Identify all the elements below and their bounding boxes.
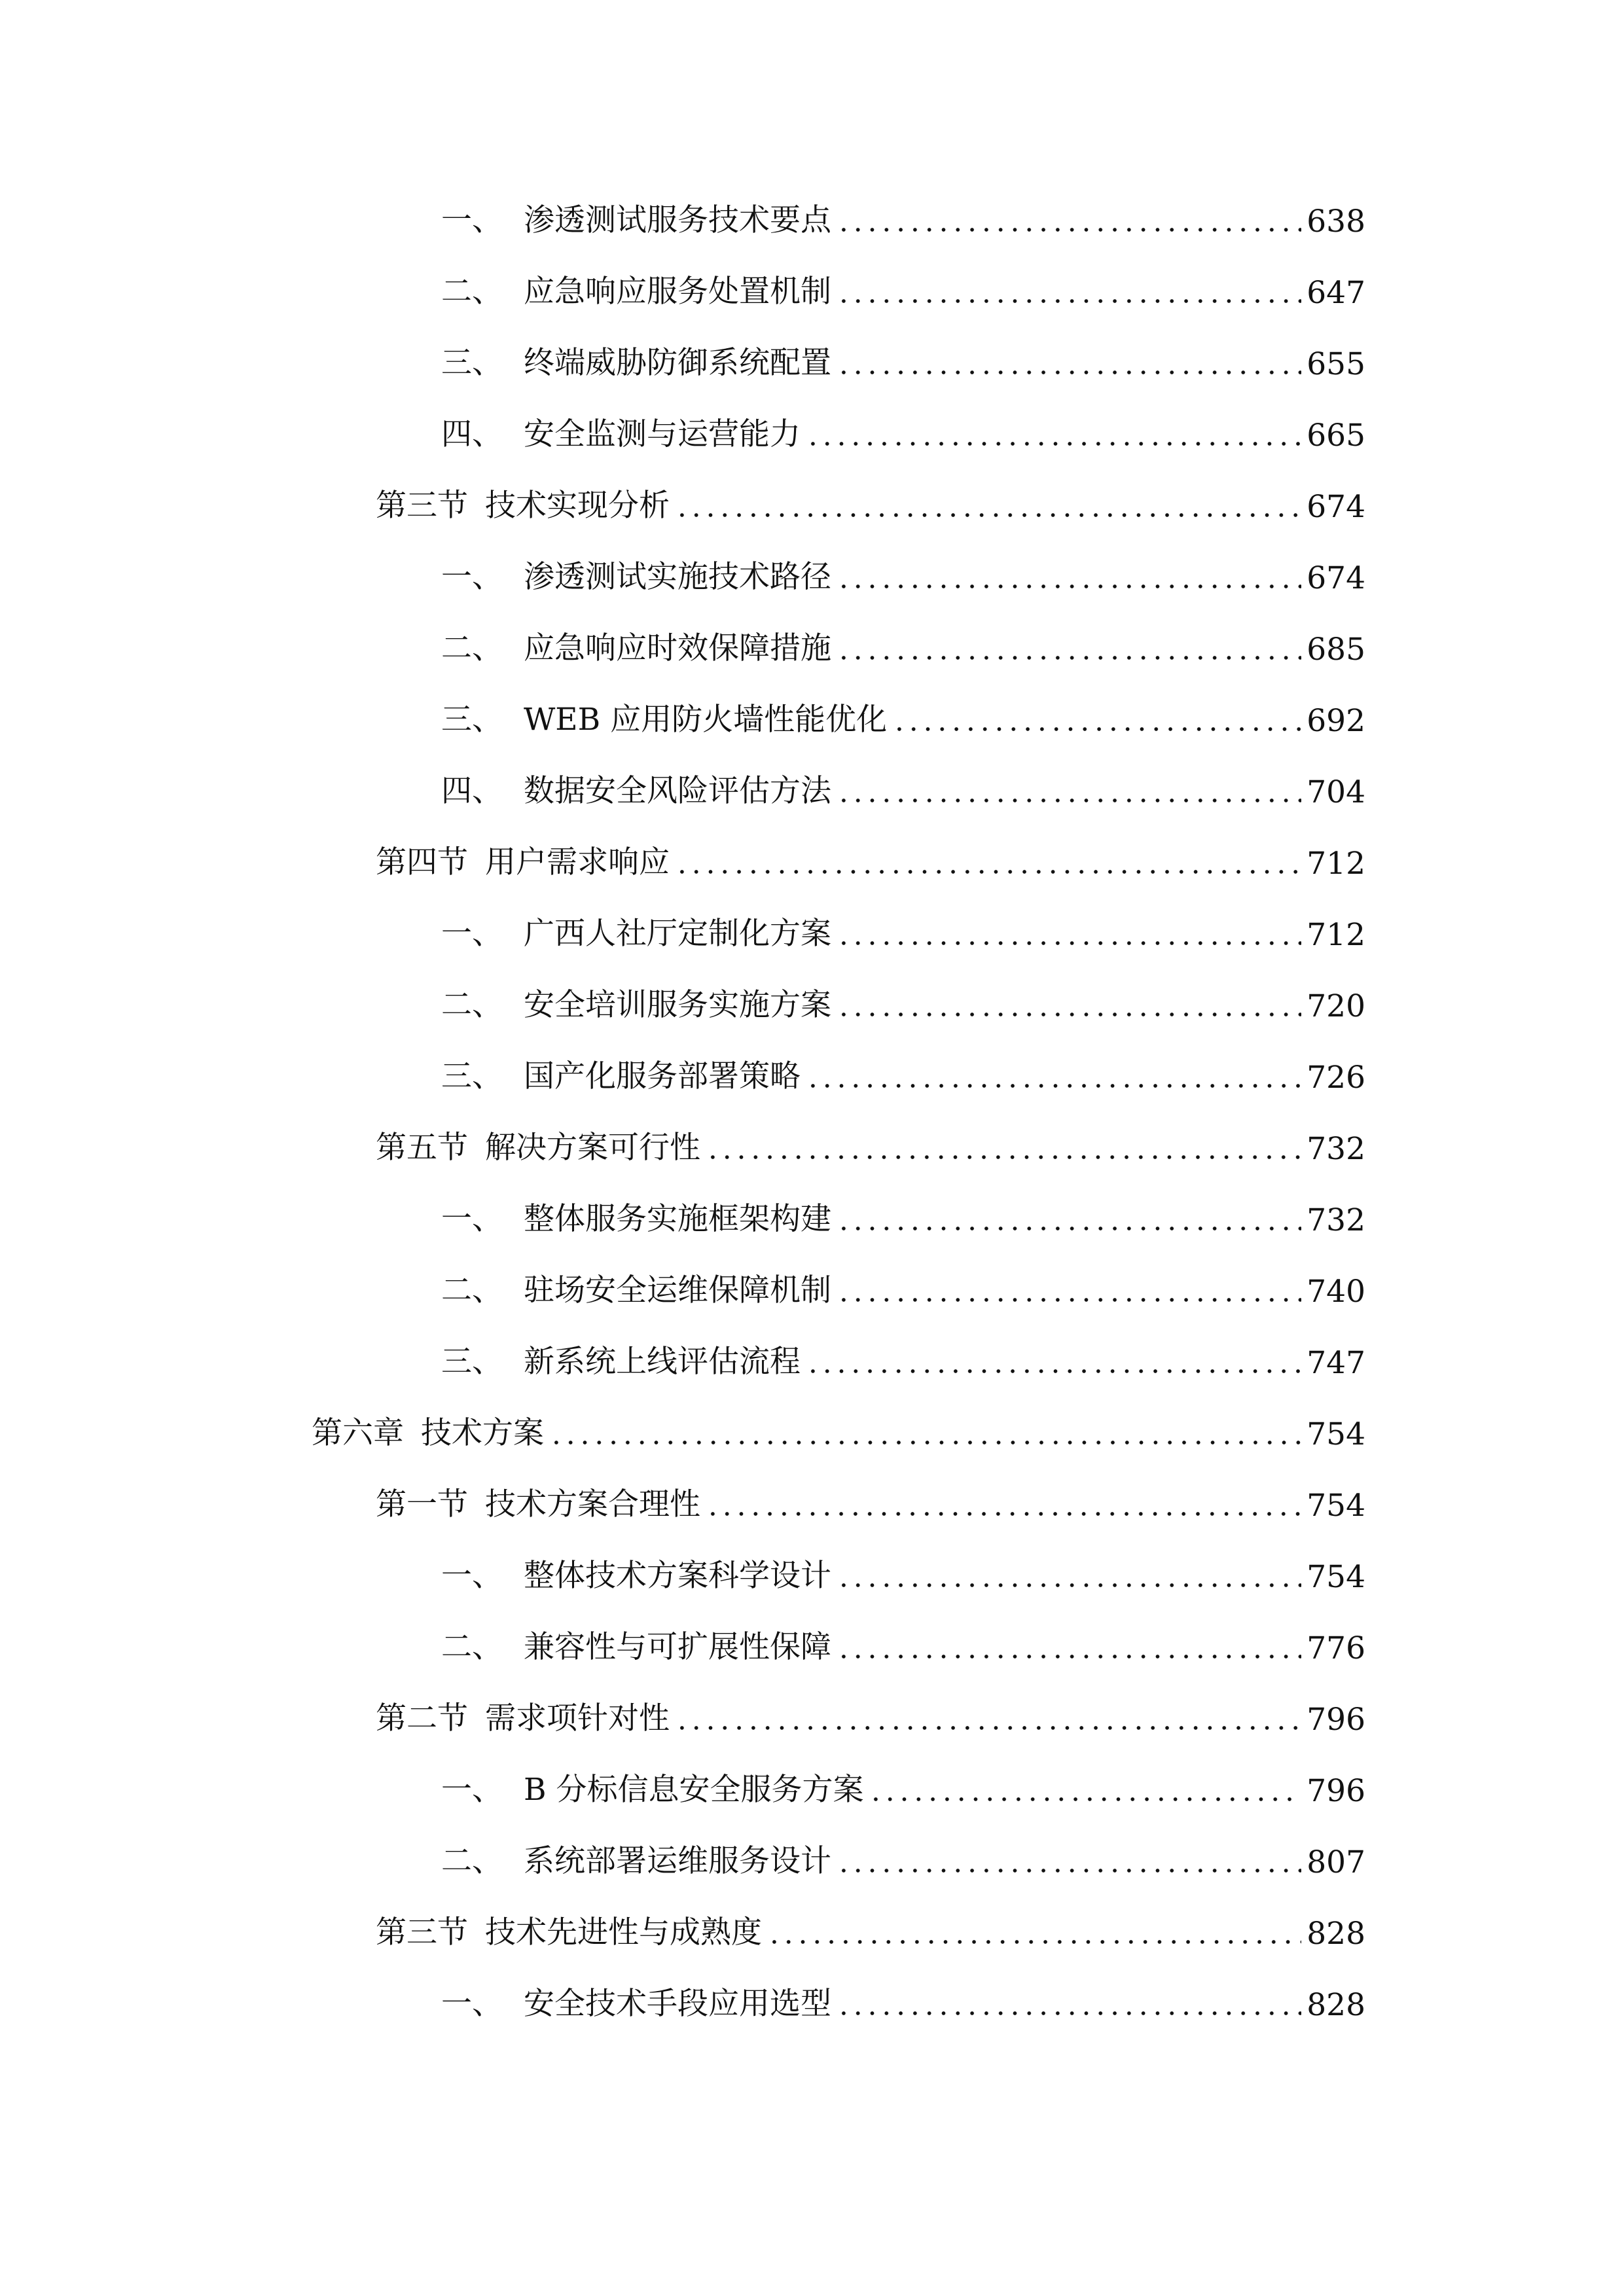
toc-entry-page: 692 — [1307, 703, 1365, 739]
toc-entry-number: 二、 — [441, 1843, 503, 1879]
toc-entry-number: 二、 — [441, 987, 503, 1023]
toc-entry-number: 一、 — [441, 916, 503, 952]
dot-leader — [549, 1441, 1301, 1444]
toc-entry-number: 一、 — [441, 1772, 503, 1808]
toc-entry[interactable] — [441, 1763, 1365, 1809]
toc-entry[interactable] — [441, 336, 1365, 382]
toc-entry-number: 二、 — [441, 630, 503, 666]
toc-entry-number: 第三节 — [376, 488, 468, 524]
dot-leader — [837, 656, 1301, 660]
dot-leader — [837, 941, 1301, 945]
toc-entry-page: 638 — [1307, 204, 1365, 240]
toc-entry-title: 广西人社厅定制化方案 — [524, 916, 831, 952]
toc-entry[interactable] — [441, 978, 1365, 1024]
toc-entry-title: B 分标信息安全服务方案 — [524, 1772, 864, 1808]
toc-section-entry[interactable] — [376, 1478, 1365, 1524]
toc-entry-number: 一、 — [441, 1986, 503, 2022]
dot-leader — [837, 1869, 1301, 1873]
toc-entry-page: 712 — [1307, 917, 1365, 953]
toc-entry-page: 732 — [1307, 1131, 1365, 1167]
toc-entry-number: 第四节 — [376, 844, 468, 880]
toc-entry-number: 一、 — [441, 1558, 503, 1594]
toc-entry-page: 754 — [1307, 1488, 1365, 1524]
toc-entry[interactable] — [441, 693, 1365, 739]
toc-entry-page: 726 — [1307, 1060, 1365, 1096]
toc-entry-page: 747 — [1307, 1345, 1365, 1381]
toc-entry[interactable] — [441, 1835, 1365, 1880]
toc-entry-page: 720 — [1307, 988, 1365, 1024]
toc-chapter-entry[interactable] — [312, 1407, 1365, 1452]
toc-entry-page: 685 — [1307, 632, 1365, 668]
toc-entry-number: 一、 — [441, 559, 503, 595]
toc-entry[interactable] — [441, 907, 1365, 953]
toc-entry-number: 第六章 — [312, 1415, 404, 1451]
toc-entry-number: 一、 — [441, 1201, 503, 1237]
dot-leader — [675, 513, 1301, 517]
dot-leader — [837, 299, 1301, 303]
dot-leader — [837, 370, 1301, 374]
toc-entry[interactable] — [441, 764, 1365, 810]
toc-entry-page: 796 — [1307, 1773, 1365, 1809]
toc-entry-title: 安全技术手段应用选型 — [524, 1986, 831, 2022]
dot-leader — [837, 1583, 1301, 1587]
dot-leader — [837, 1013, 1301, 1016]
toc-entry-number: 三、 — [441, 1058, 503, 1094]
toc-entry[interactable] — [441, 408, 1365, 454]
dot-leader — [837, 1655, 1301, 1659]
toc-entry-title: 技术方案 — [421, 1415, 544, 1451]
toc-entry-title: 国产化服务部署策略 — [524, 1058, 801, 1094]
toc-entry-number: 第一节 — [376, 1486, 468, 1522]
dot-leader — [675, 1726, 1301, 1730]
toc-section-entry[interactable] — [376, 836, 1365, 882]
toc-entry-page: 828 — [1307, 1987, 1365, 2023]
toc-entry-page: 674 — [1307, 489, 1365, 525]
dot-leader — [837, 1227, 1301, 1230]
toc-entry-number: 一、 — [441, 202, 503, 238]
dot-leader — [706, 1512, 1301, 1516]
toc-entry-page: 740 — [1307, 1274, 1365, 1310]
toc-entry-title: 整体技术方案科学设计 — [524, 1558, 831, 1594]
toc-entry-number: 三、 — [441, 1344, 503, 1380]
dot-leader — [837, 1298, 1301, 1302]
toc-entry-title: 渗透测试实施技术路径 — [524, 559, 831, 595]
toc-entry-title: 技术方案合理性 — [485, 1486, 700, 1522]
toc-entry[interactable] — [441, 1621, 1365, 1666]
toc-entry-page: 776 — [1307, 1630, 1365, 1666]
toc-entry-title: 整体服务实施框架构建 — [524, 1201, 831, 1237]
toc-entry[interactable] — [441, 1193, 1365, 1238]
dot-leader — [837, 228, 1301, 232]
toc-entry-number: 三、 — [441, 702, 503, 738]
toc-entry-title: 应急响应服务处置机制 — [524, 274, 831, 310]
toc-entry-page: 754 — [1307, 1559, 1365, 1595]
toc-entry-title: 终端威胁防御系统配置 — [524, 345, 831, 381]
toc-entry-number: 四、 — [441, 773, 503, 809]
dot-leader — [767, 1940, 1301, 1944]
toc-entry-page: 732 — [1307, 1202, 1365, 1238]
toc-entry-title: 技术先进性与成熟度 — [485, 1914, 762, 1950]
dot-leader — [806, 1084, 1301, 1088]
dot-leader — [869, 1797, 1301, 1801]
toc-entry-number: 二、 — [441, 1629, 503, 1665]
toc-entry-page: 655 — [1307, 346, 1365, 382]
toc-entry[interactable] — [441, 1335, 1365, 1381]
toc-section-entry[interactable] — [376, 1906, 1365, 1952]
toc-entry-title: 应急响应时效保障措施 — [524, 630, 831, 666]
dot-leader — [837, 798, 1301, 802]
toc-entry-page: 754 — [1307, 1416, 1365, 1452]
toc-entry[interactable] — [441, 1264, 1365, 1310]
toc-entry-page: 704 — [1307, 774, 1365, 810]
toc-entry[interactable] — [441, 1977, 1365, 2023]
dot-leader — [806, 1369, 1301, 1373]
dot-leader — [706, 1155, 1301, 1159]
toc-entry-number: 第二节 — [376, 1700, 468, 1736]
toc-entry-page: 828 — [1307, 1916, 1365, 1952]
toc-entry-title: 解决方案可行性 — [485, 1130, 700, 1166]
toc-entry-title: 需求项针对性 — [485, 1700, 670, 1736]
toc-entry-title: 技术实现分析 — [485, 488, 670, 524]
toc-entry-title: WEB 应用防火墙性能优化 — [524, 702, 888, 738]
toc-entry-title: 安全监测与运营能力 — [524, 416, 801, 452]
dot-leader — [675, 870, 1301, 874]
toc-entry-number: 三、 — [441, 345, 503, 381]
toc-entry[interactable] — [441, 550, 1365, 596]
toc-entry-page: 674 — [1307, 560, 1365, 596]
toc-entry-title: 数据安全风险评估方法 — [524, 773, 831, 809]
toc-entry[interactable] — [441, 194, 1365, 240]
toc-entry-number: 第三节 — [376, 1914, 468, 1950]
toc-entry-page: 712 — [1307, 846, 1365, 882]
toc-entry-page: 647 — [1307, 275, 1365, 311]
toc-entry-number: 四、 — [441, 416, 503, 452]
toc-entry-number: 二、 — [441, 274, 503, 310]
dot-leader — [837, 2011, 1301, 2015]
toc-entry-number: 第五节 — [376, 1130, 468, 1166]
toc-section-entry[interactable] — [376, 1121, 1365, 1167]
toc-entry[interactable] — [441, 622, 1365, 668]
toc-entry-page: 807 — [1307, 1844, 1365, 1880]
toc-entry-title: 兼容性与可扩展性保障 — [524, 1629, 831, 1665]
toc-entry-title: 安全培训服务实施方案 — [524, 987, 831, 1023]
dot-leader — [837, 584, 1301, 588]
toc-entry-page: 796 — [1307, 1702, 1365, 1738]
toc-section-entry[interactable] — [376, 479, 1365, 525]
toc-entry-number: 二、 — [441, 1272, 503, 1308]
toc-section-entry[interactable] — [376, 1692, 1365, 1738]
toc-entry-title: 新系统上线评估流程 — [524, 1344, 801, 1380]
dot-leader — [892, 727, 1301, 731]
toc-entry-title: 系统部署运维服务设计 — [524, 1843, 831, 1879]
toc-entry-title: 用户需求响应 — [485, 844, 670, 880]
toc-entry[interactable] — [441, 265, 1365, 311]
dot-leader — [806, 442, 1301, 446]
toc-entry-title: 渗透测试服务技术要点 — [524, 202, 831, 238]
toc-entry[interactable] — [441, 1549, 1365, 1595]
toc-entry-page: 665 — [1307, 418, 1365, 454]
toc-entry[interactable] — [441, 1050, 1365, 1096]
toc-entry-title: 驻场安全运维保障机制 — [524, 1272, 831, 1308]
